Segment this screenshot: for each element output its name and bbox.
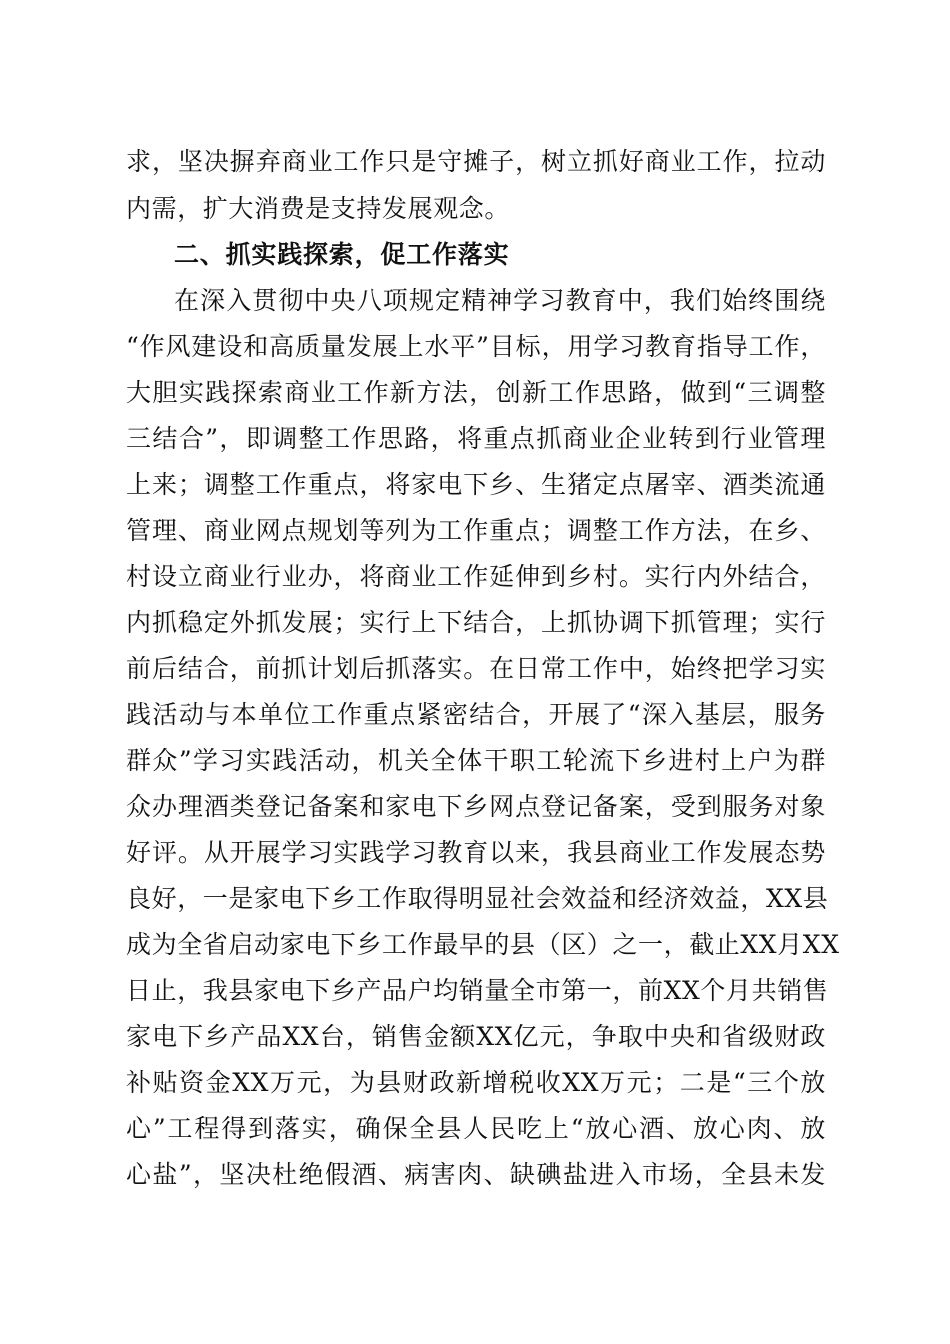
body-text-line: 心”工程得到落实，确保全县人民吃上“放心酒、放心肉、放 (126, 1114, 826, 1143)
body-text-line: 成为全省启动家电下乡工作最早的县（区）之一，截止XX月XX (126, 930, 840, 959)
body-text-line: 大胆实践探索商业工作新方法，创新工作思路，做到“三调整 (126, 378, 826, 407)
body-text-line: 在深入贯彻中央八项规定精神学习教育中，我们始终围绕 (174, 286, 826, 315)
body-text-line: 好评。从开展学习实践学习教育以来，我县商业工作发展态势 (126, 838, 826, 867)
body-text-line: “作风建设和高质量发展上水平”目标，用学习教育指导工作， (126, 332, 826, 361)
section-heading: 二、抓实践探索，促工作落实 (174, 240, 510, 269)
body-text-line: 群众”学习实践活动，机关全体干职工轮流下乡进村上户为群 (126, 746, 826, 775)
body-text-line: 管理、商业网点规划等列为工作重点；调整工作方法，在乡、 (126, 516, 826, 545)
body-text-line: 心盐”，坚决杜绝假酒、病害肉、缺碘盐进入市场，全县未发 (126, 1160, 826, 1189)
body-text-line: 三结合”，即调整工作思路，将重点抓商业企业转到行业管理 (126, 424, 826, 453)
body-text-line: 求，坚决摒弃商业工作只是守摊子，树立抓好商业工作，拉动 (126, 147, 826, 176)
body-text-line: 补贴资金XX万元，为县财政新增税收XX万元；二是“三个放 (126, 1068, 826, 1097)
body-text-line: 村设立商业行业办，将商业工作延伸到乡村。实行内外结合， (126, 562, 826, 591)
body-text-line: 践活动与本单位工作重点紧密结合，开展了“深入基层，服务 (126, 700, 826, 729)
body-text-line: 内需，扩大消费是支持发展观念。 (126, 194, 511, 223)
body-text-line: 良好，一是家电下乡工作取得明显社会效益和经济效益，XX县 (126, 884, 829, 913)
body-text-line: 前后结合，前抓计划后抓落实。在日常工作中，始终把学习实 (126, 654, 826, 683)
body-text-line: 上来；调整工作重点，将家电下乡、生猪定点屠宰、酒类流通 (126, 470, 826, 499)
body-text-line: 内抓稳定外抓发展；实行上下结合，上抓协调下抓管理；实行 (126, 608, 826, 637)
body-text-line: 日止，我县家电下乡产品户均销量全市第一，前XX个月共销售 (126, 976, 829, 1005)
body-text-line: 众办理酒类登记备案和家电下乡网点登记备案，受到服务对象 (126, 792, 826, 821)
body-text-line: 家电下乡产品XX台，销售金额XX亿元，争取中央和省级财政 (126, 1022, 826, 1051)
